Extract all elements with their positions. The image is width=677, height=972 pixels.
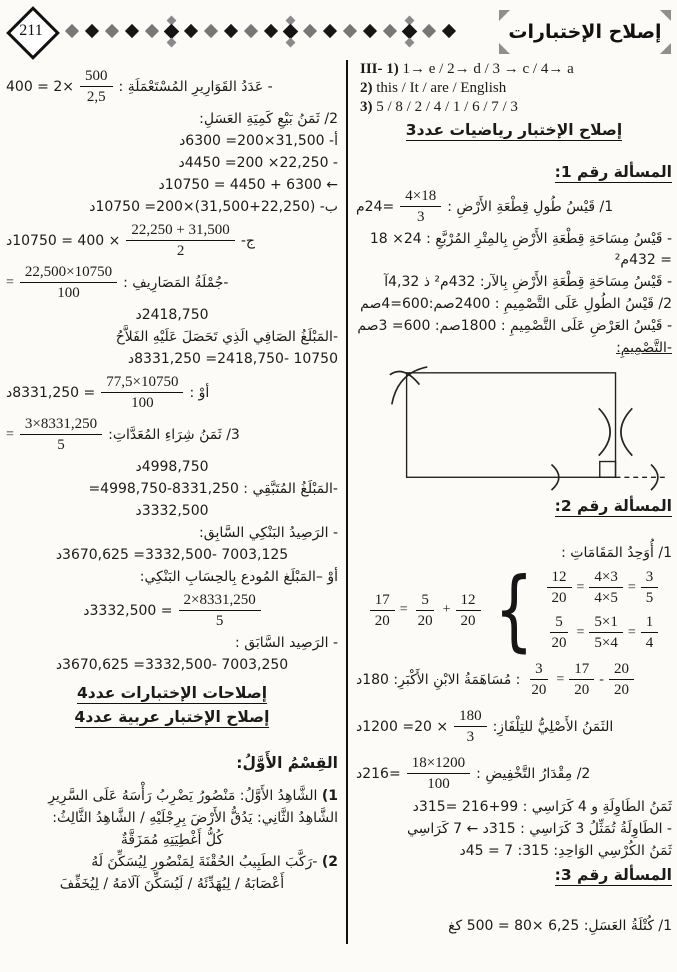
english-answer-line [356, 60, 672, 79]
math-line: - الطَاوِلَةُ تُمَثِّلُ 3 كَرَاسِي : 315د ← 7 كَرَاسِي [406, 821, 672, 837]
math-result: 2418,750د [135, 307, 209, 323]
fraction: $\frac{12}{20}$ [547, 568, 572, 607]
numerator: 77,5×10750 [101, 373, 183, 393]
equals-sign: = [399, 602, 408, 617]
math-line: 1/ أُوَحِدُ المَقَامَاتِ : [561, 545, 672, 561]
line-text: × 20= 1200د [356, 718, 449, 735]
numerator: 3×8331,250 [20, 415, 102, 435]
math-line: 7003,250 -3332,500= 3670,625د [55, 657, 289, 673]
denominator: 2 [176, 243, 185, 259]
fraction-equation [526, 660, 634, 699]
fraction: $\frac{5}{20}$ [551, 614, 567, 651]
denominator: 2,5 [86, 89, 106, 105]
system-stack [547, 568, 659, 652]
plus-sign: + [442, 602, 451, 617]
line-text: × 400 = 10750د [6, 232, 121, 249]
math-line: ثَمَنُ الكُرْسِي الوَاحِدِ: 315: 7 = 45د [459, 843, 672, 859]
fraction-system [356, 558, 672, 662]
equals-sign: = [627, 579, 636, 595]
right-column [356, 60, 672, 938]
item-number: 1) [321, 788, 338, 804]
fraction [126, 221, 234, 260]
diamond-cluster-icon [166, 17, 177, 46]
system-brace: { [493, 558, 534, 662]
line-text: -رَكَّبَ الطَبِيبُ الحُقْنَةَ لِمَنْصُورِ لِيُسَكِّنَ لَهُ [91, 854, 318, 870]
diamond-icon [264, 24, 278, 38]
item-number: 2) [321, 854, 338, 870]
math-line: 10750 -2418,750= 8331,250د [127, 351, 338, 367]
fraction: $\frac{17}{20}$ [370, 591, 395, 630]
equals-sign: = [6, 274, 14, 290]
line-text: 2/ مِقْدَارُ التَّخْفِيضِ : [476, 765, 591, 782]
page-number-badge [8, 8, 54, 54]
math-line-length [356, 187, 672, 226]
fraction: $\frac{3}{5}$ [641, 568, 659, 607]
text-line: -المَبْلَغُ الصَافِي الَذِي تَحَصَلَ عَلَيْهِ الفَلاَّحُ [115, 329, 338, 345]
line-text: الشَّاهِدُ الأَوَّلُ: مَنْصُورُ يَضْرِبُ رَأْسَهُ عَلَى السَّرِيرِ [48, 788, 318, 804]
diamond-cluster-icon [285, 17, 296, 46]
decorative-diamond-row [62, 14, 490, 48]
fraction: $\frac{3}{20}$ [531, 661, 547, 698]
diamond-icon [442, 24, 456, 38]
english-answer-line [356, 79, 672, 98]
left-column [6, 64, 338, 896]
answer-line: أَعْصَابَهُ / لِيُهَدِّئَهُ / لَيُسَكِّنَ آلَامَهُ / لِيُخَفِّفَ [59, 876, 285, 892]
diamond-icon [383, 24, 397, 38]
numerator: 22,500×10750 [20, 263, 117, 283]
denominator: 3 [416, 209, 425, 225]
line-text: 1/ قَيْسُ طُولِ قِطْعَةِ الأَرْضِ : [447, 198, 614, 215]
math-line: 7003,125 -3332,500= 3670,625د [55, 547, 289, 563]
system-row [547, 568, 659, 607]
item-number: III- 1) [360, 61, 399, 77]
fraction: $\frac{4\times 3}{4\times 5}$ [589, 568, 622, 607]
numerator: 2×8331,250 [179, 591, 261, 611]
answer-line: الشَّاهِدُ الثَّانِي: يَدُقُّ الأَرْضَ بِرِجْلَيْهِ / الشَّاهِدُ الثَّالِثُ: [52, 810, 338, 826]
numerator: 22,250 + 31,500 [126, 221, 234, 241]
answer-line [6, 786, 338, 807]
math-line-contribution [356, 660, 672, 699]
fraction: $\frac{12}{20}$ [456, 591, 481, 630]
item-number: 3) [360, 99, 373, 115]
item-number: 2) [360, 80, 373, 96]
math-line: ← 6300 + 4450 = 10750د [158, 177, 338, 193]
denominator: 100 [57, 285, 80, 301]
math-line: - قَيْسُ مِسَاحَةِ قِطْعَةِ الأَرْضِ بِالمِتْرِ المُرْبَّعِ : 24× 18 = 432م² [369, 231, 672, 268]
diamond-icon [204, 24, 218, 38]
fraction [80, 67, 113, 106]
math-line: -المَبْلَغُ المُتَبَّقِي : 8331,250-4998,750= [88, 481, 338, 497]
denominator: 100 [131, 395, 154, 411]
diamond-cluster-icon [404, 17, 415, 46]
line-text: الثَمَنُ الأَصْلِيُّ للتِلْفَازِ: [492, 718, 614, 735]
math-line: - 22,250× 200= 4450د [178, 155, 338, 171]
math-line: أ- 31,500×200= 6300د [179, 133, 338, 149]
fraction: $\frac{20}{20}$ [609, 660, 634, 699]
line-text: 1→ e / 2→ d / 3 → c / 4→ a [402, 61, 574, 77]
minus-sign: - [599, 671, 604, 687]
page-header [0, 2, 677, 58]
diamond-icon [125, 24, 139, 38]
equals-sign: = [576, 579, 585, 595]
line-text: ج- [240, 232, 255, 249]
chapter-title-box [499, 10, 671, 54]
answer-line: كُلُّ أَغْطِيَتِهِ مُمَزَقَّةٌ [120, 832, 224, 848]
math-line-discount [356, 754, 672, 793]
diamond-icon [363, 24, 377, 38]
rectangle-plan-sketch [362, 361, 668, 497]
section-heading-tests4: إصلاحات الإختبارات عدد4 [76, 684, 268, 702]
fraction [20, 415, 102, 454]
page-number: 211 [19, 22, 43, 39]
fraction [101, 373, 183, 412]
line-text: : مُسَاهَمَةُ الابْنِ الأَكْبَرِ: 180د [356, 671, 521, 688]
problem3-heading: المسألة رقم 3: [554, 866, 672, 884]
math-line: - قَيْسُ العَرْضِ عَلَى التَّصْمِيمِ : 1800صم: 600= 3صم [357, 318, 672, 334]
section-heading-arabic4: إصلاح الإختبار عربية عدد4 [74, 708, 270, 726]
equals-sign: = [627, 624, 636, 640]
problem1-heading: المسألة رقم 1: [554, 163, 672, 181]
text-line: - الرَصِيد السَّابَق : [235, 635, 338, 651]
english-answer-line [356, 98, 672, 117]
fraction: $\frac{17}{20}$ [569, 660, 594, 699]
math-line-tv-price [356, 707, 672, 746]
line-text: this / It / are / English [376, 80, 507, 96]
math-line: ب- (22,250+31,500)×200= 10750د [89, 199, 338, 215]
column-divider [346, 60, 348, 944]
diamond-icon [244, 24, 258, 38]
line-text: = 8331,250د [6, 384, 96, 401]
line-text: - عَدَدُ القَوَارِيرِ المُسْتَعْمَلَةِ : [118, 78, 273, 95]
line-text: = 3332,500د [83, 602, 173, 619]
fraction: $\frac{18\times 1200}{100}$ [407, 754, 470, 793]
fraction: $\frac{180}{3}$ [454, 707, 487, 746]
math-result: 4998,750د [135, 459, 209, 475]
fraction [20, 263, 117, 302]
denominator: 5 [215, 613, 224, 629]
math-line-bottles [6, 67, 338, 106]
text-line: أوْ –المَبْلَغ المُودع بِالحِسَابِ البَنْكِي: [139, 569, 338, 585]
text-line: - الرَصِيدُ البَنْكِي السَّابِق: [199, 525, 338, 541]
chapter-title: إصلاح الإختبارات [508, 21, 662, 43]
fraction [179, 591, 261, 630]
diamond-icon [145, 24, 159, 38]
system-row [547, 613, 659, 652]
math-line: 2/ ثَمَنُ بَيْعِ كَمِيَةِ العَسَلِ: [199, 111, 338, 127]
math-line-or1 [6, 373, 338, 412]
part-one-heading: القِسْمُ الأَوَّلُ: [236, 754, 338, 772]
line-text: ×2 = 400 [6, 78, 75, 95]
fraction: $\frac{5}{20}$ [417, 591, 433, 629]
diamond-icon [323, 24, 337, 38]
equals-sign: = [576, 624, 585, 640]
math-line: - قَيْسُ مِسَاحَةِ قِطْعَةِ الأَرْضِ بِالآر: 432م² ذ 4,32آ [384, 274, 672, 290]
line-text: 5 / 8 / 2 / 4 / 1 / 6 / 7 / 3 [376, 99, 518, 115]
answer-line [6, 852, 338, 873]
design-label: -التَّصْمِيمِ: [616, 340, 672, 356]
math-line: 2/ قَيْسُ الطُولِ عَلَى التَّصْمِيمِ : 2400صم:600=4صم [360, 296, 672, 312]
diamond-icon [422, 24, 436, 38]
diamond-icon [224, 24, 238, 38]
equals-sign: = [6, 426, 14, 442]
diamond-icon [184, 24, 198, 38]
math-line: ثَمَنُ الطَاوِلَةِ و 4 كَرَاسِي : 99+216 =315د [412, 799, 672, 815]
math-result: 3332,500د [135, 503, 209, 519]
line-text: =216د [356, 765, 401, 782]
diamond-icon [303, 24, 317, 38]
numerator: 500 [80, 67, 113, 87]
fraction [400, 187, 441, 226]
line-text: =24م [356, 198, 395, 215]
diamond-icon [105, 24, 119, 38]
math-line: 1/ كُتْلَةُ العَسَلِ: 6,25 ×80 = 500 كغ [448, 918, 672, 934]
line-text: -جُمْلَةُ المَصَارِيفِ : [123, 274, 229, 291]
diamond-icon [65, 24, 79, 38]
line-text: أوْ : [189, 384, 210, 401]
diamond-icon [343, 24, 357, 38]
math-line-equipment [6, 415, 338, 454]
denominator: 5 [57, 437, 65, 453]
line-text: 3/ ثَمَنُ شِرَاءِ المُعَدَّاتِ: [108, 426, 240, 443]
equals-sign: = [556, 671, 565, 687]
math-line-average [6, 221, 338, 260]
diamond-icon [85, 24, 99, 38]
fraction: $\frac{1}{4}$ [641, 613, 659, 652]
math-test3-heading: إصلاح الإختبار رياضيات عدد3 [405, 121, 623, 139]
math-line-expenses [6, 263, 338, 302]
problem2-heading: المسألة رقم 2: [554, 497, 672, 515]
math-line-or2 [6, 591, 338, 630]
numerator: 4×18 [400, 187, 441, 207]
design-drawing [356, 361, 672, 497]
fraction: $\frac{5\times 1}{5\times 4}$ [589, 613, 622, 652]
